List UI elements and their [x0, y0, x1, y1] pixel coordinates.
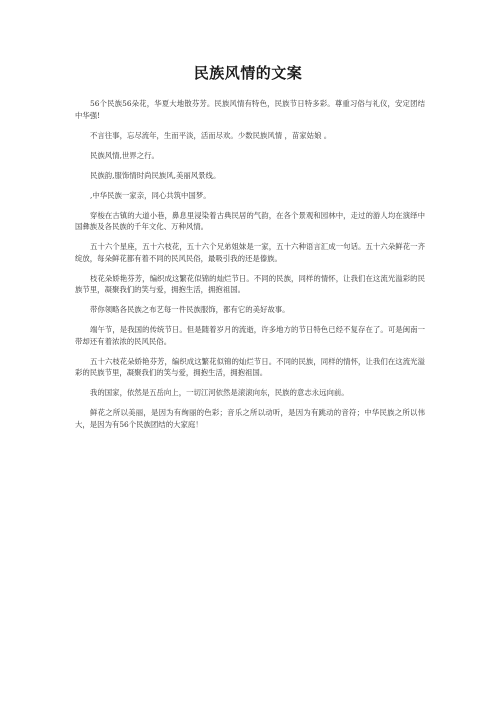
paragraph-4: 民族韵,服饰情时尚民族风,美丽风景线。	[90, 170, 221, 180]
paragraph-3: 民族风情,世界之行。	[90, 150, 159, 160]
paragraph-9: 带你领略各民族之布艺每一件民族服饰，都有它的美好故事。	[90, 305, 290, 314]
paragraph-5: ,中华民族一家亲，同心共筑中国梦。	[90, 190, 211, 200]
paragraph-13: 鲜花之所以美丽，是因为有绚丽的色彩；音乐之所以动听，是因为有跳动的音符；中华民族之所以伟大，是因为有56个民族团结的大家庭！	[75, 408, 425, 429]
paragraph-1: 56个民族56朵花，华夏大地散芬芳。民族风情有特色，民族节日特多彩。尊重习俗与礼仪，安定团结中华强!	[75, 99, 425, 120]
document-title: 民族风情的文案	[193, 64, 303, 82]
paragraph-6: 穿梭在古镇的大道小巷，鼻息里浸染着古典民居的气韵，在各个景观和园林中，走过的游人均在演绎中国彝族及各民族的千年文化、万种风情。	[75, 210, 425, 231]
paragraph-11: 五十六枝花朵娇艳芬芳，编织成这繁花似锦的灿烂节日。不同的民族，同样的情怀，让我们在这流光溢彩的民族节里，凝聚我们的笑与爱，拥抱生活，拥抱祖国。	[75, 356, 425, 377]
paragraph-12: 我的国家，依然是五岳向上，一切江河依然是滚滚向东，民族的意志永远向前。	[90, 388, 349, 397]
paragraph-2: 不言往事，忘尽流年，生而平淡，活而尽欢。少数民族风情 ，苗家姑娘 。	[90, 130, 332, 140]
document-body	[75, 98, 425, 439]
paragraph-8: 枝花朵娇艳芬芳，编织成这繁花似锦的灿烂节日。不同的民族，同样的情怀，让我们在这流光溢彩的民族节里，凝聚我们的笑与爱，拥抱生活，拥抱祖国。	[75, 273, 425, 294]
paragraph-7: 五十六个星座，五十六枝花，五十六个兄弟姐妹是一家，五十六种语言汇成一句话。五十六朵鲜花一齐绽放，每朵鲜花都有着不同的民风民俗，最吸引我的还是傣族。	[75, 242, 425, 263]
paragraph-10: 端午节，是我国的传统节日。但是随着岁月的流逝，许多地方的节日特色已经不复存在了。可是闽南一带却还有着浓浓的民风民俗。	[75, 325, 425, 346]
